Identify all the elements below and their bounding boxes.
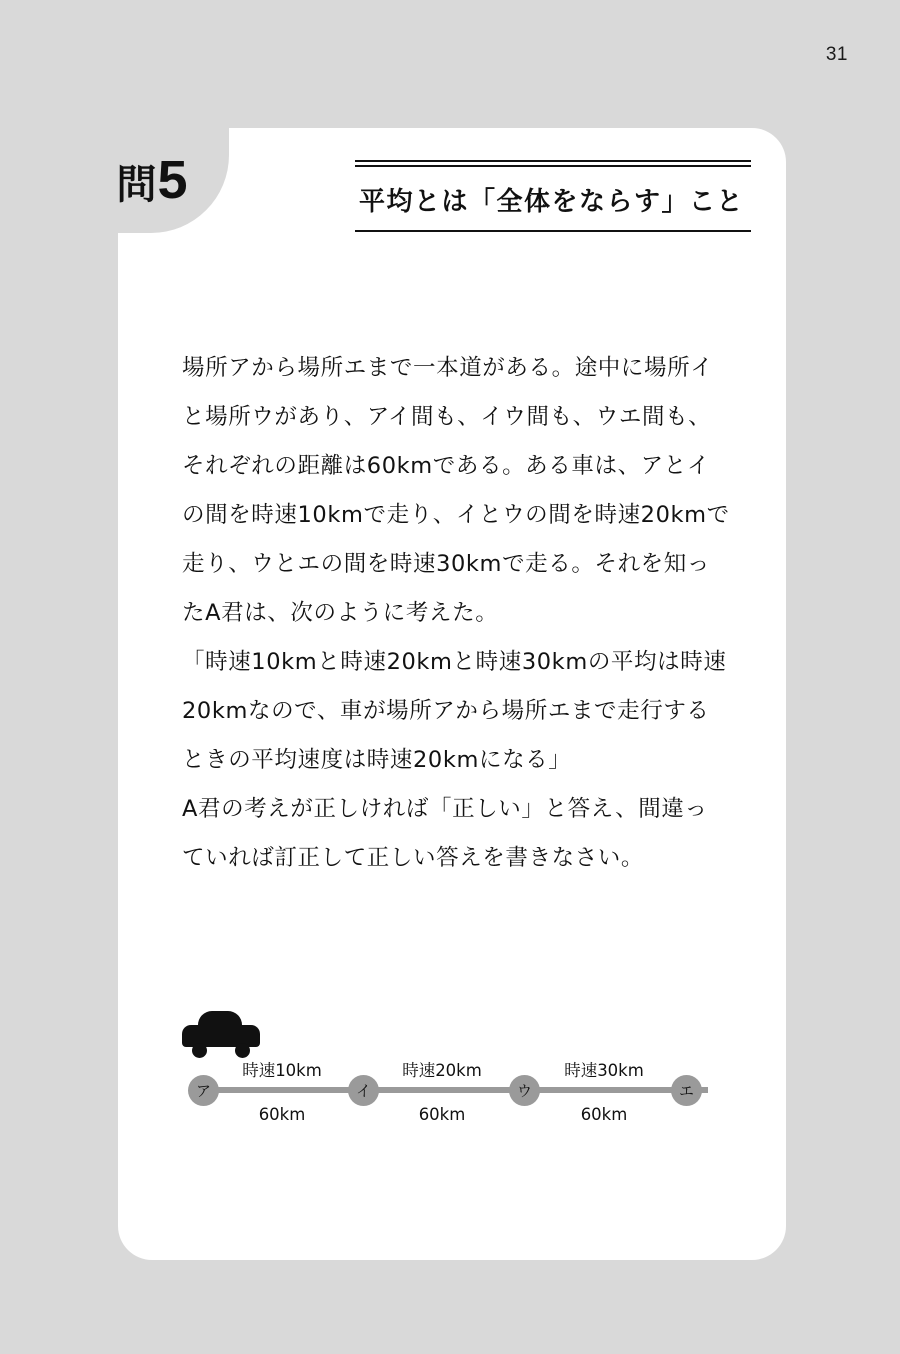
page-title: 平均とは「全体をならす」こと: [359, 187, 745, 217]
car-body-shape: [182, 1025, 260, 1047]
segment-distance-2: 60km: [418, 1105, 466, 1124]
title-rule-bottom: [355, 230, 751, 232]
segment-speed-1: 時速10km: [242, 1061, 322, 1080]
title-block: [355, 160, 751, 232]
body-paragraph-3: A君の考えが正しければ「正しい」と答え、間違っていれば訂正して正しい答えを書きなさい。: [182, 796, 708, 871]
route-diagram: [182, 1005, 730, 1140]
car-icon: [182, 1011, 260, 1057]
segment-speed-2: 時速20km: [402, 1061, 482, 1080]
body-paragraph-1: 場所アから場所エまで一本道がある。途中に場所イと場所ウがあり、アイ間も、イウ間も、ウエ間も、それぞれの距離は60kmである。ある車は、アとイの間を時速10kmで走り、イとウの間を時速20kmで走り、ウとエの間を時速30kmで走る。それを知ったA君は、次のように考えた。: [182, 355, 730, 626]
title-rule-top: [355, 160, 751, 167]
car-wheel-rear-icon: [235, 1043, 250, 1058]
page-number: 31: [825, 44, 848, 65]
segment-speed-3: 時速30km: [564, 1061, 644, 1080]
segment-distance-3: 60km: [580, 1105, 628, 1124]
question-badge-kanji: 問: [116, 161, 156, 208]
route-node-e: エ: [671, 1075, 702, 1106]
question-body: [182, 344, 730, 883]
segment-distance-1: 60km: [258, 1105, 306, 1124]
car-wheel-front-icon: [192, 1043, 207, 1058]
route-node-u: ウ: [509, 1075, 540, 1106]
route-node-a: ア: [188, 1075, 219, 1106]
route-line: [204, 1087, 708, 1093]
route-node-i: イ: [348, 1075, 379, 1106]
body-paragraph-2: 「時速10kmと時速20kmと時速30kmの平均は時速20kmなので、車が場所アから場所エまで走行するときの平均速度は時速20kmになる」: [182, 649, 727, 773]
question-badge-number: 5: [157, 149, 188, 210]
